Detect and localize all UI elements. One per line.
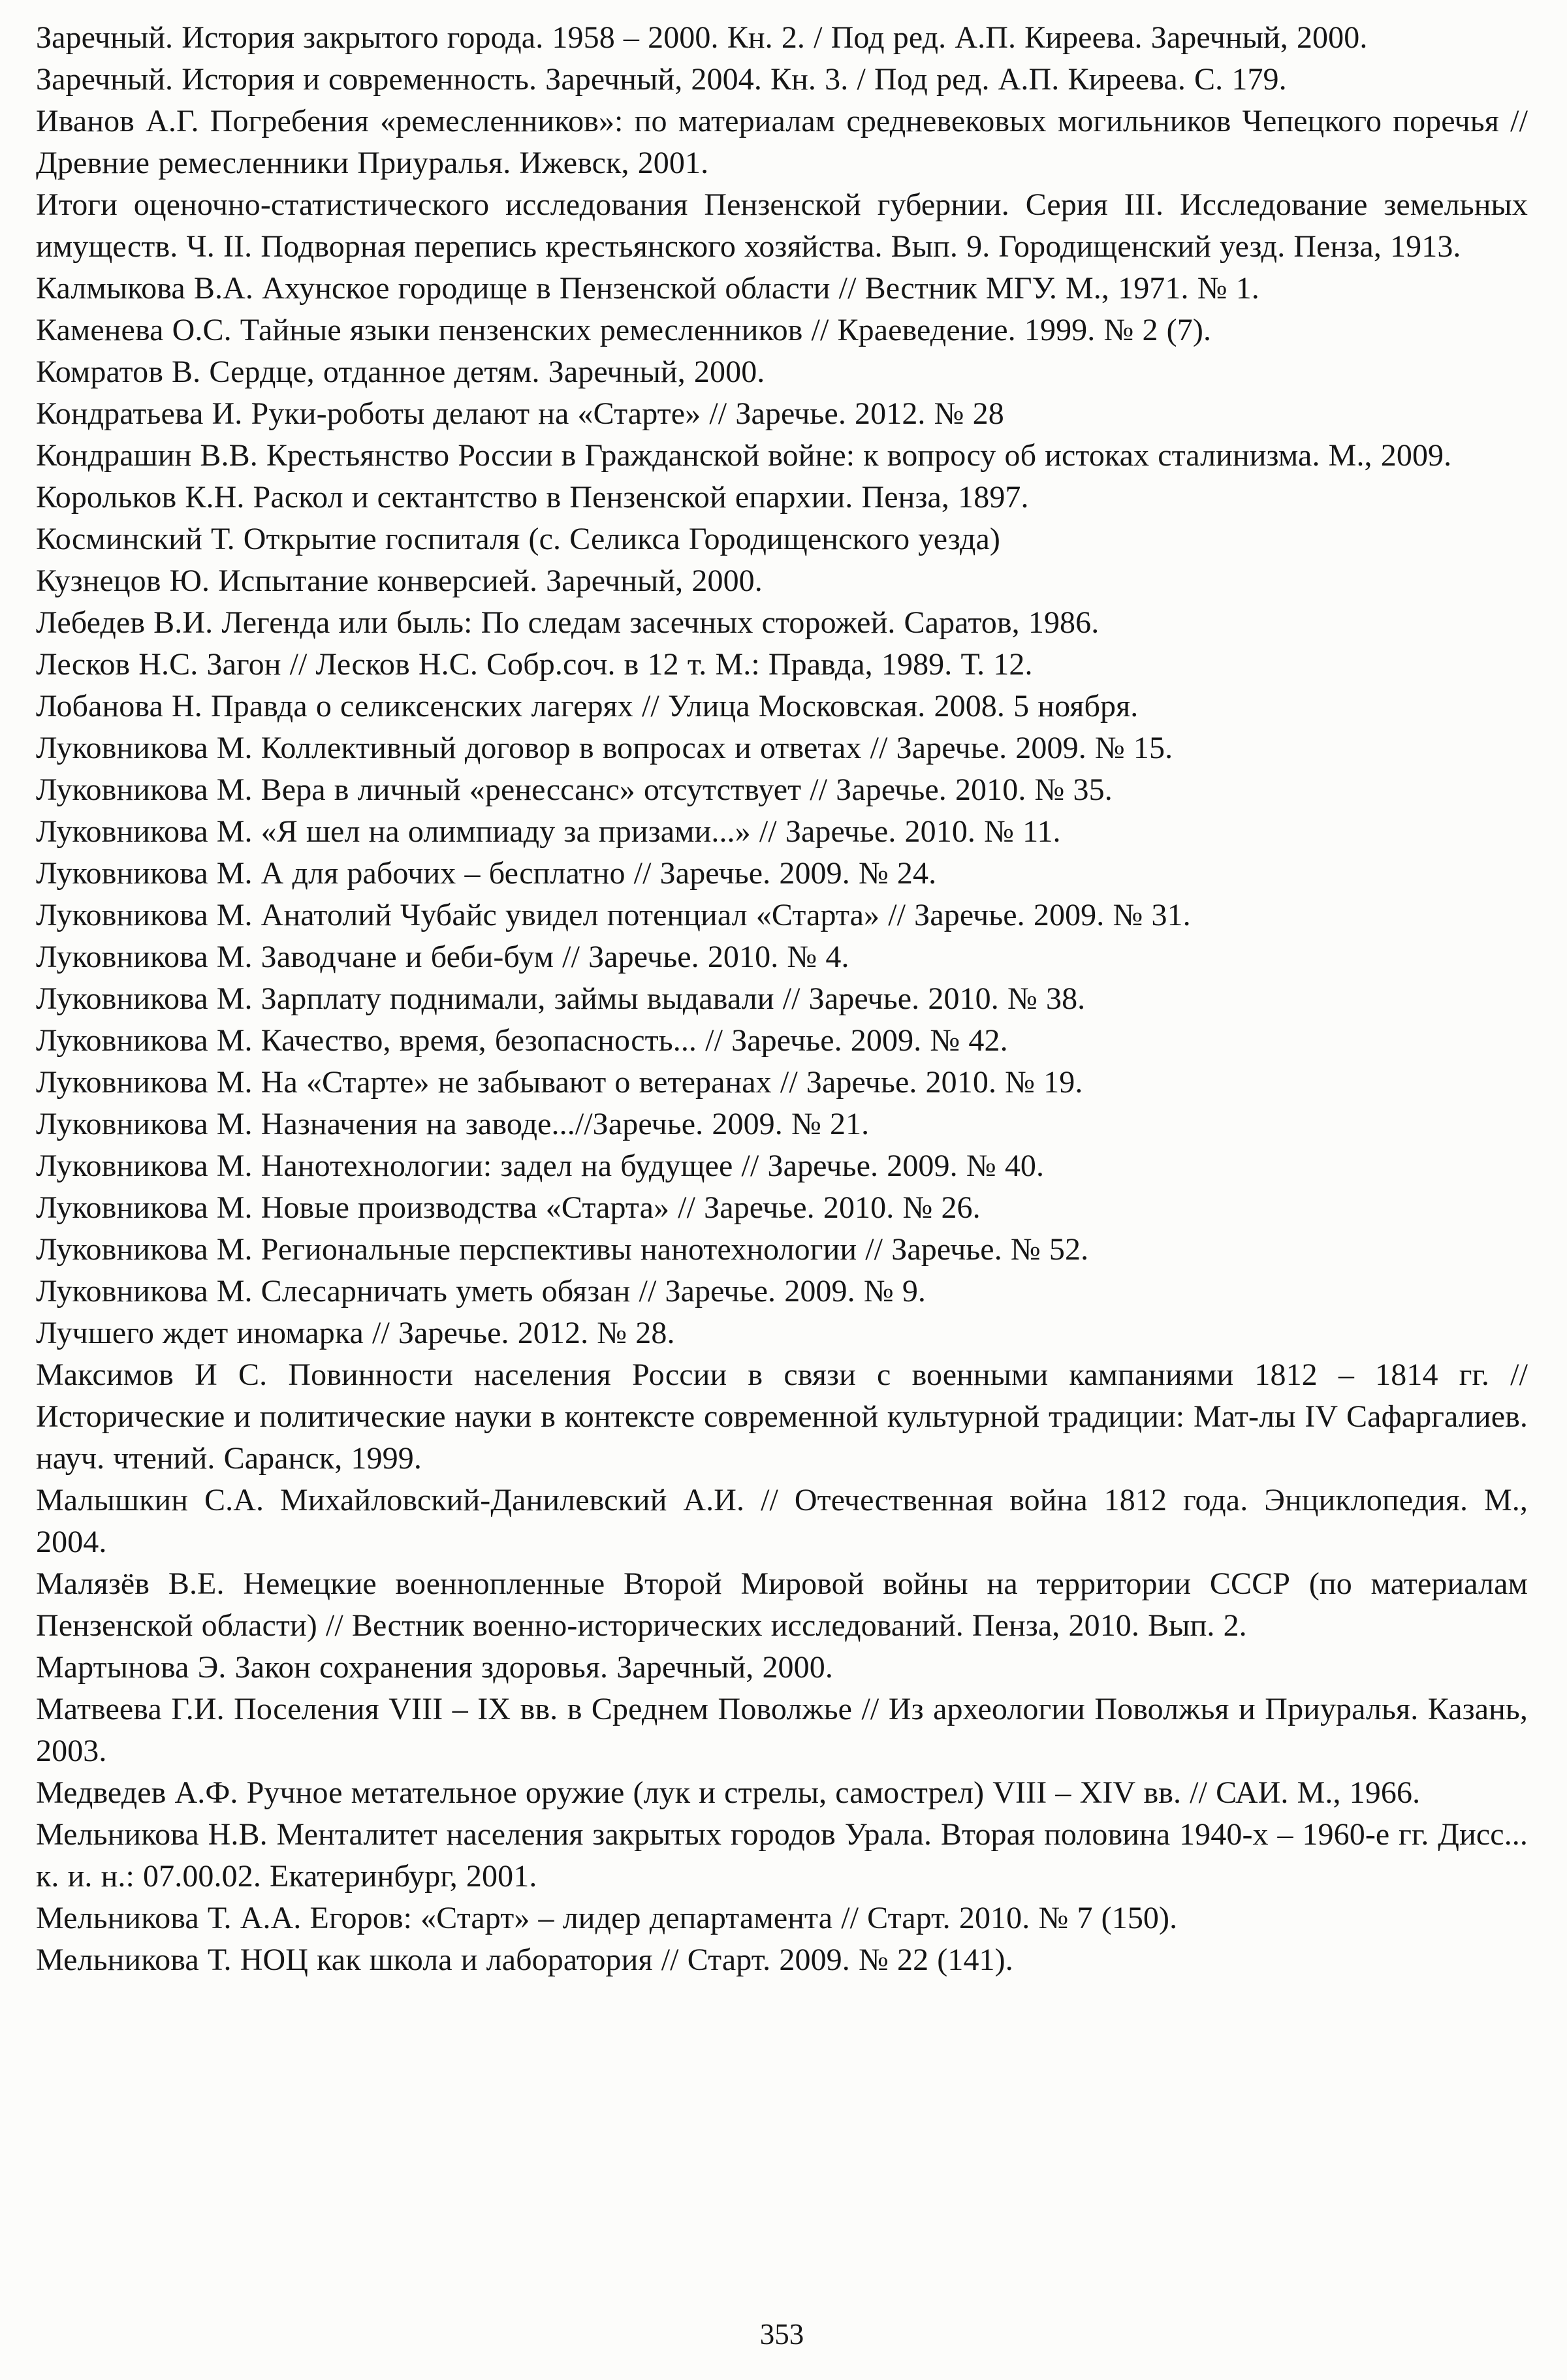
bibliography-entry: Иванов А.Г. Погребения «ремесленников»: по материалам средневековых могильников Чепецкого поречья // Древние ремесленники Приуралья. Ижевск, 2001. <box>36 104 1528 180</box>
bibliography-entry: Луковникова М. Анатолий Чубайс увидел потенциал «Старта» // Заречье. 2009. № 31. <box>36 898 1191 932</box>
bibliography-entry: Медведев А.Ф. Ручное метательное оружие (лук и стрелы, самострел) VIII – XIV вв. // САИ. М., 1966. <box>36 1775 1421 1810</box>
bibliography-entry: Луковникова М. «Я шел на олимпиаду за призами...» // Заречье. 2010. № 11. <box>36 814 1061 849</box>
bibliography-entry: Луковникова М. Заводчане и беби-бум // Заречье. 2010. № 4. <box>36 940 849 974</box>
bibliography-entry: Луковникова М. Зарплату поднимали, займы выдавали // Заречье. 2010. № 38. <box>36 981 1086 1016</box>
bibliography-entry: Мартынова Э. Закон сохранения здоровья. Заречный, 2000. <box>36 1650 833 1685</box>
bibliography-entry: Лебедев В.И. Легенда или быль: По следам засечных сторожей. Саратов, 1986. <box>36 605 1100 640</box>
bibliography-entry: Лесков Н.С. Загон // Лесков Н.С. Собр.соч. в 12 т. М.: Правда, 1989. Т. 12. <box>36 647 1033 682</box>
bibliography-entry: Корольков К.Н. Раскол и сектантство в Пензенской епархии. Пенза, 1897. <box>36 480 1029 515</box>
bibliography-entry: Каменева О.С. Тайные языки пензенских ремесленников // Краеведение. 1999. № 2 (7). <box>36 313 1212 347</box>
bibliography-entry: Мельникова Н.В. Менталитет населения закрытых городов Урала. Вторая половина 1940-х – 1960-е гг. Дисс... к. и. н.: 07.00.02. Екатеринбург, 2001. <box>36 1817 1528 1894</box>
page-number: 353 <box>759 2318 804 2351</box>
bibliography-entry: Луковникова М. На «Старте» не забывают о ветеранах // Заречье. 2010. № 19. <box>36 1065 1083 1100</box>
bibliography-entry: Луковникова М. Назначения на заводе...//Заречье. 2009. № 21. <box>36 1107 870 1141</box>
bibliography-entry: Луковникова М. А для рабочих – бесплатно // Заречье. 2009. № 24. <box>36 856 937 891</box>
bibliography-list <box>36 17 1528 2315</box>
page-footer <box>36 2315 1528 2368</box>
bibliography-entry: Максимов И С. Повинности населения России в связи с военными кампаниями 1812 – 1814 гг. // Исторические и политические науки в контексте современной культурной традиции: Мат-лы IV Сафаргалиев. науч. чтений. Саранск, 1999. <box>36 1357 1528 1476</box>
bibliography-entry: Лобанова Н. Правда о селиксенских лагерях // Улица Московская. 2008. 5 ноября. <box>36 689 1139 723</box>
bibliography-entry: Лучшего ждет иномарка // Заречье. 2012. № 28. <box>36 1316 675 1350</box>
bibliography-entry: Кузнецов Ю. Испытание конверсией. Заречный, 2000. <box>36 563 763 598</box>
bibliography-entry: Заречный. История закрытого города. 1958 – 2000. Кн. 2. / Под ред. А.П. Киреева. Заречный, 2000. <box>36 20 1368 55</box>
bibliography-entry: Комратов В. Сердце, отданное детям. Заречный, 2000. <box>36 355 765 389</box>
bibliography-entry: Луковникова М. Нанотехнологии: задел на будущее // Заречье. 2009. № 40. <box>36 1149 1045 1183</box>
bibliography-entry: Матвеева Г.И. Поселения VIII – IX вв. в Среднем Поволжье // Из археологии Поволжья и Приуралья. Казань, 2003. <box>36 1692 1528 1768</box>
bibliography-entry: Луковникова М. Слесарничать уметь обязан // Заречье. 2009. № 9. <box>36 1274 926 1309</box>
bibliography-entry: Мельникова Т. НОЦ как школа и лаборатория // Старт. 2009. № 22 (141). <box>36 1943 1013 1977</box>
bibliography-entry: Луковникова М. Коллективный договор в вопросах и ответах // Заречье. 2009. № 15. <box>36 731 1173 765</box>
bibliography-entry: Итоги оценочно-статистического исследования Пензенской губернии. Серия III. Исследование земельных имуществ. Ч. II. Подворная перепись крестьянского хозяйства. Вып. 9. Городищенский уезд. Пенза, 1913. <box>36 187 1528 264</box>
bibliography-entry: Калмыкова В.А. Ахунское городище в Пензенской области // Вестник МГУ. М., 1971. № 1. <box>36 271 1259 306</box>
bibliography-entry: Малязёв В.Е. Немецкие военнопленные Второй Мировой войны на территории СССР (по материалам Пензенской области) // Вестник военно-исторических исследований. Пенза, 2010. Вып. 2. <box>36 1566 1528 1643</box>
bibliography-entry: Кондратьева И. Руки-роботы делают на «Старте» // Заречье. 2012. № 28 <box>36 396 1004 431</box>
bibliography-entry: Малышкин С.А. Михайловский-Данилевский А.И. // Отечественная война 1812 года. Энциклопедия. М., 2004. <box>36 1483 1528 1559</box>
bibliography-entry: Кондрашин В.В. Крестьянство России в Гражданской войне: к вопросу об истоках сталинизма. М., 2009. <box>36 438 1452 473</box>
bibliography-entry: Мельникова Т. А.А. Егоров: «Старт» – лидер департамента // Старт. 2010. № 7 (150). <box>36 1901 1178 1935</box>
bibliography-entry: Луковникова М. Новые производства «Старта» // Заречье. 2010. № 26. <box>36 1190 981 1225</box>
bibliography-entry: Луковникова М. Региональные перспективы нанотехнологии // Заречье. № 52. <box>36 1232 1089 1267</box>
bibliography-entry: Луковникова М. Качество, время, безопасность... // Заречье. 2009. № 42. <box>36 1023 1008 1058</box>
bibliography-entry: Луковникова М. Вера в личный «ренессанс» отсутствует // Заречье. 2010. № 35. <box>36 772 1113 807</box>
bibliography-entry: Косминский Т. Открытие госпиталя (с. Селикса Городищенского уезда) <box>36 522 1000 556</box>
bibliography-entry: Заречный. История и современность. Заречный, 2004. Кн. 3. / Под ред. А.П. Киреева. С. 179. <box>36 62 1287 97</box>
